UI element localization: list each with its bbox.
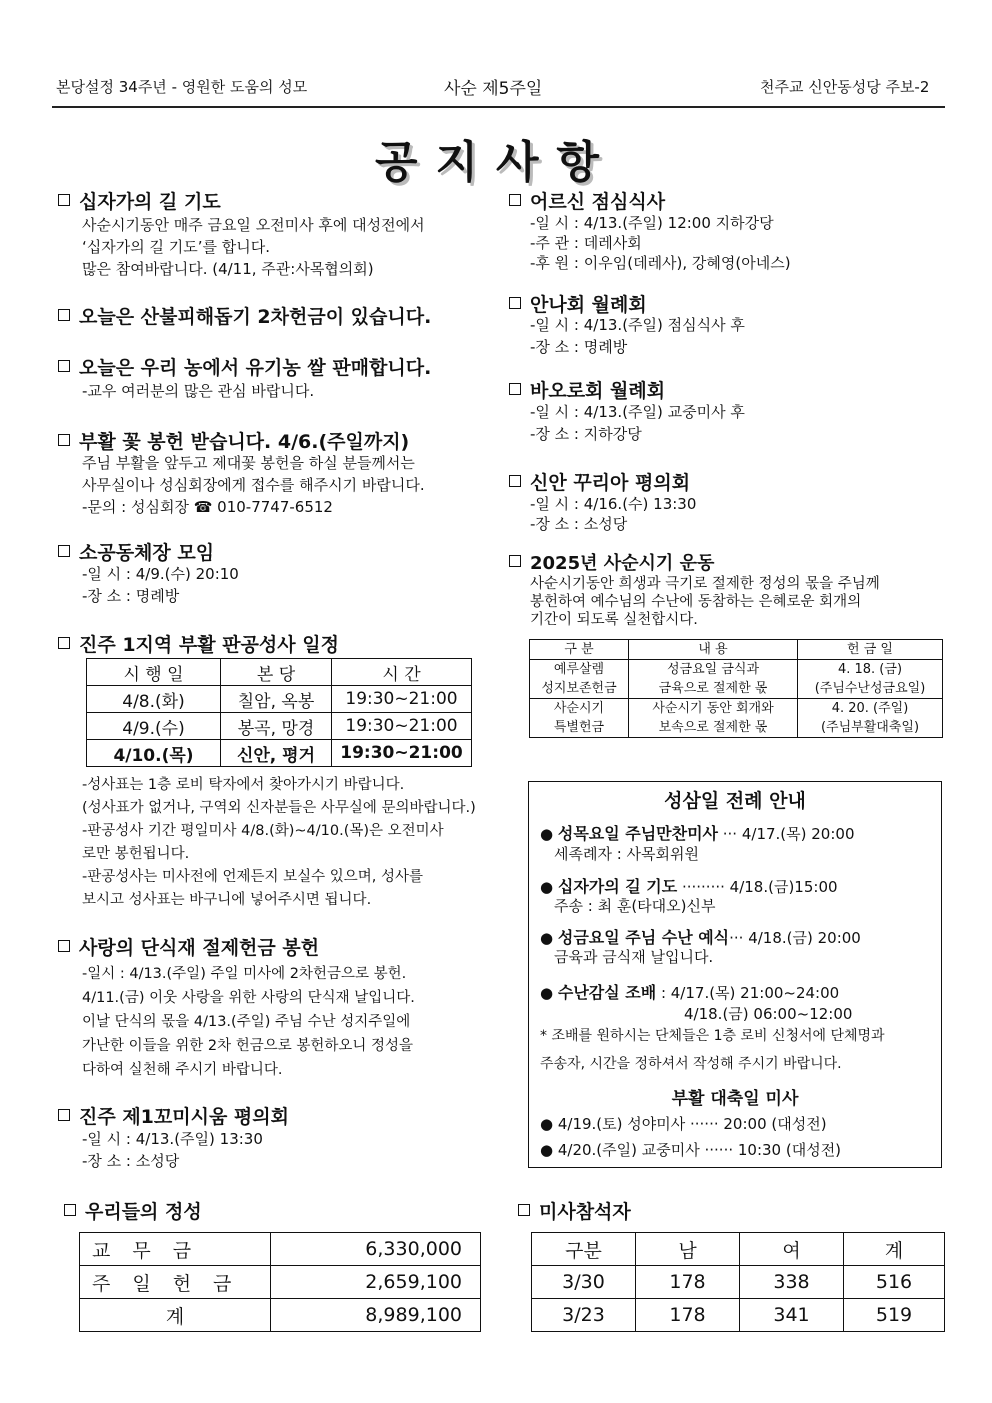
header-left: 본당설정 34주년 - 영원한 도움의 성모 [56, 78, 308, 96]
section-title: 오늘은 산불피해돕기 2차헌금이 있습니다. [58, 302, 431, 329]
section-title: 2025년 사순시기 운동 [509, 549, 714, 575]
offering-table [79, 1232, 481, 1332]
section-text: -교우 여러분의 많은 관심 바랍니다. [82, 382, 315, 400]
table-row: 3/30 178 338 516 [532, 1266, 945, 1299]
table-row: 예루살렘 성지보존헌금 성금요일 금식과 금육으로 절제한 몫 4. 18. (금) (주님수난성금요일) [530, 660, 943, 699]
table-row: 교무금 6,330,000 [80, 1233, 481, 1266]
section-text: -일 시 : 4/13.(주일) 12:00 지하강당 -주 관 : 데레사회 -후 원 : 이우임(데레사), 강혜영(아네스) [530, 214, 791, 272]
header-rule [52, 106, 945, 108]
triduum-item: ● 십자가의 길 기도 ········· 4/18.(금)15:00 [540, 877, 838, 896]
section-text: 사순시기동안 희생과 극기로 절제한 정성의 몫을 주님께 봉헌하여 예수님의 수난에 동참하는 은혜로운 회개의 기간이 되도록 실천합시다. [530, 576, 880, 628]
section-text: -일 시 : 4/13.(주일) 교중미사 후 -장 소 : 지하강당 [530, 403, 745, 443]
triduum-item-sub: 주송 : 최 훈(타대오)신부 [554, 897, 716, 915]
page-title: 공지사항 [374, 137, 617, 188]
table-row: 4/9.(수) 봉곡, 망경 19:30~21:00 [87, 713, 472, 740]
section-title: 미사참석자 [518, 1197, 631, 1224]
section-text: -성사표는 1층 로비 탁자에서 찾아가시기 바랍니다. (성사표가 없거나, 구역외 신자분들은 사무실에 문의바랍니다.) -판공성사 기간 평일미사 4/8.(화)~4/10.(목)은 오전미사 로만 봉헌됩니다. -판공성사는 미사전에 언제든지 보실수 있으며, 성사를 보시고 성사표는 바구니에 넣어주시면 됩니다. [82, 777, 476, 908]
table-row: 사순시기 특별헌금 사순시기 동안 회개와 보속으로 절제한 몫 4. 20. (주일) (주님부활대축일) [530, 699, 943, 738]
section-title: 바오로회 월례회 [509, 376, 665, 403]
table-row: 4/10.(목) 신안, 평거 19:30~21:00 [87, 740, 472, 767]
section-title: 안나회 월례회 [509, 290, 647, 317]
section-text: 사순시기동안 매주 금요일 오전미사 후에 대성전에서 ‘십자가의 길 기도’를 합니다. 많은 참여바랍니다. (4/11, 주관:사목협의회) [82, 216, 425, 278]
table-row: 3/23 178 341 519 [532, 1299, 945, 1332]
triduum-note: * 조배를 원하시는 단체들은 1층 로비 신청서에 단체명과 주송자, 시간을 정하셔서 작성해 주시기 바랍니다. [540, 1028, 885, 1072]
triduum-item-sub: 4/18.(금) 06:00~12:00 [684, 1005, 853, 1023]
easter-title: 부활 대축일 미사 [671, 1089, 799, 1109]
section-title: 우리들의 정성 [64, 1197, 202, 1224]
section-title: 십자가의 길 기도 [58, 187, 221, 214]
confession-schedule-table: 시 행 일 본 당 시 간 4/8.(화) 칠암, 옥봉 19:30~21:00 4/9.(수) 봉곡, 망경 19:30~21:00 4/10.(목) 신안, 평거 19:30~21:00 [86, 658, 472, 767]
section-text: -일 시 : 4/9.(수) 20:10 -장 소 : 명례방 [82, 565, 239, 605]
section-title: 사랑의 단식재 절제헌금 봉헌 [58, 933, 319, 960]
section-title: 어르신 점심식사 [509, 187, 665, 214]
section-text: -일시 : 4/13.(주일) 주일 미사에 2차헌금으로 봉헌. 4/11.(금) 이웃 사랑을 위한 사랑의 단식재 날입니다. 이날 단식의 몫을 4/13.(주일) 주님 수난 성지주일에 가난한 이들을 위한 2차 헌금으로 봉헌하오니 정성을 다하여 실천해 주시기 바랍니다. [82, 966, 415, 1078]
table-row: 주일헌금 2,659,100 [80, 1266, 481, 1299]
attendance-table: 구분 남 여 계 3/30 178 338 516 3/23 178 341 519 [531, 1232, 945, 1332]
section-text: 주님 부활을 앞두고 제대꽃 봉헌을 하실 분들께서는 사무실이나 성심회장에게 접수를 해주시기 바랍니다. -문의 : 성심회장 ☎ 010-7747-6512 [82, 454, 425, 516]
section-title: 부활 꽃 봉헌 받습니다. 4/6.(주일까지) [58, 427, 409, 454]
section-text: -일 시 : 4/16.(수) 13:30 -장 소 : 소성당 [530, 495, 697, 533]
triduum-item: ● 성목요일 주님만찬미사 ··· 4/17.(목) 20:00 [540, 824, 855, 843]
lent-campaign-table: 구 분 내 용 헌 금 일 예루살렘 성지보존헌금 성금요일 금식과 금육으로 절제한 몫 4. 18. (금) (주님수난성금요일) 사순시기 특별헌금 사순시기 동안 회개와 보속으로 절제한 몫 4. 20. (주일) (주님부활대축일) [529, 639, 943, 738]
section-title: 진주 1지역 부활 판공성사 일정 [58, 630, 339, 657]
triduum-item-sub: 금육과 금식재 날입니다. [554, 948, 714, 966]
section-text: -일 시 : 4/13.(주일) 점심식사 후 -장 소 : 명례방 [530, 316, 745, 356]
triduum-item-sub: 세족례자 : 사목회위원 [554, 845, 700, 863]
section-text: -일 시 : 4/13.(주일) 13:30 -장 소 : 소성당 [82, 1130, 263, 1170]
table-row: 4/8.(화) 칠암, 옥봉 19:30~21:00 [87, 686, 472, 713]
triduum-title: 성삼일 전례 안내 [664, 790, 806, 812]
triduum-item: ● 수난감실 조배 : 4/17.(목) 21:00~24:00 [540, 983, 840, 1002]
triduum-item: ● 성금요일 주님 수난 예식··· 4/18.(금) 20:00 [540, 928, 861, 947]
section-title: 진주 제1꼬미시움 평의회 [58, 1102, 289, 1129]
section-title: 신안 꾸리아 평의회 [509, 468, 690, 495]
header-right: 천주교 신안동성당 주보-2 [760, 78, 930, 96]
table-row: 계 8,989,100 [80, 1299, 481, 1332]
header-center: 사순 제5주일 [444, 79, 543, 99]
section-title: 소공동체장 모임 [58, 538, 214, 565]
easter-list: ● 4/19.(토) 성야미사 ······ 20:00 (대성전) ● 4/20.(주일) 교중미사 ······ 10:30 (대성전) [540, 1115, 842, 1159]
section-title: 오늘은 우리 농에서 유기농 쌀 판매합니다. [58, 353, 431, 380]
